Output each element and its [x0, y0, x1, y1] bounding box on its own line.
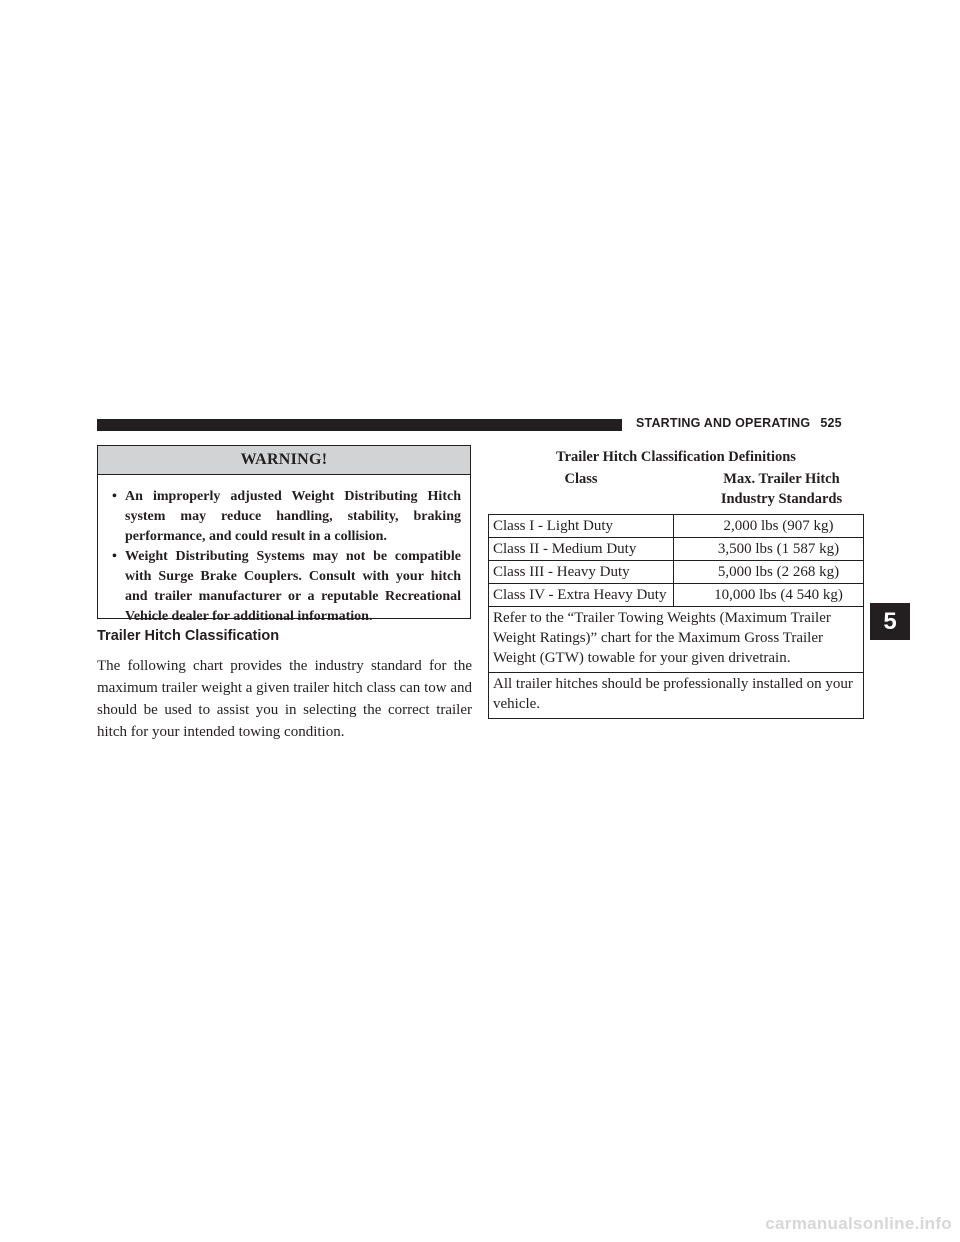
table-row — [489, 538, 864, 561]
max-cell: 2,000 lbs (907 kg) — [674, 515, 864, 538]
section-body: The following chart provides the industry standard for the maximum trailer weight a given trailer hitch class can tow and should be used to assist you in selecting the correct trailer hitch for your intended towing condition. — [97, 658, 472, 740]
bullet-icon: • — [112, 549, 117, 564]
table-note: Refer to the “Trailer Towing Weights (Maximum Trailer Weight Ratings)” chart for the Maximum Gross Trailer Weight (GTW) towable for your given drivetrain. — [489, 607, 864, 673]
table-note: All trailer hitches should be professionally installed on your vehicle. — [489, 673, 864, 719]
max-cell: 5,000 lbs (2 268 kg) — [674, 561, 864, 584]
class-cell: Class I - Light Duty — [489, 515, 674, 538]
table-note-row — [489, 673, 864, 719]
warning-item: • Weight Distributing Systems may not be compatible with Surge Brake Couplers. Consult with your hitch and trailer manufacturer or a reputable Recreational Vehicle dealer for additional information. — [112, 549, 461, 624]
chapter-tab: 5 — [870, 603, 910, 640]
max-cell: 10,000 lbs (4 540 kg) — [674, 584, 864, 607]
table-note-row — [489, 607, 864, 673]
page-number: 525 — [820, 416, 842, 430]
column-header-class: Class — [564, 471, 598, 487]
warning-box — [97, 445, 471, 624]
table-title: Trailer Hitch Classification Definitions — [556, 449, 796, 465]
table-row — [489, 515, 864, 538]
section-name: STARTING AND OPERATING — [636, 416, 811, 430]
watermark: carmanualsonline.info — [765, 1214, 952, 1233]
table-row — [489, 561, 864, 584]
warning-list — [98, 475, 470, 627]
class-cell: Class IV - Extra Heavy Duty — [489, 584, 674, 607]
column-header-max: Max. Trailer Hitch Industry Standards — [720, 471, 843, 507]
running-header — [636, 416, 842, 430]
header-rule — [97, 419, 622, 431]
hitch-classification-table — [488, 445, 864, 719]
class-cell: Class II - Medium Duty — [489, 538, 674, 561]
class-cell: Class III - Heavy Duty — [489, 561, 674, 584]
bullet-icon: • — [112, 489, 117, 504]
max-cell: 3,500 lbs (1 587 kg) — [674, 538, 864, 561]
table-row — [489, 584, 864, 607]
section-heading: Trailer Hitch Classification — [97, 628, 280, 644]
warning-title: WARNING! — [98, 446, 470, 475]
warning-item: • An improperly adjusted Weight Distributing Hitch system may reduce handling, stability, braking performance, and could result in a collision. — [112, 489, 461, 544]
